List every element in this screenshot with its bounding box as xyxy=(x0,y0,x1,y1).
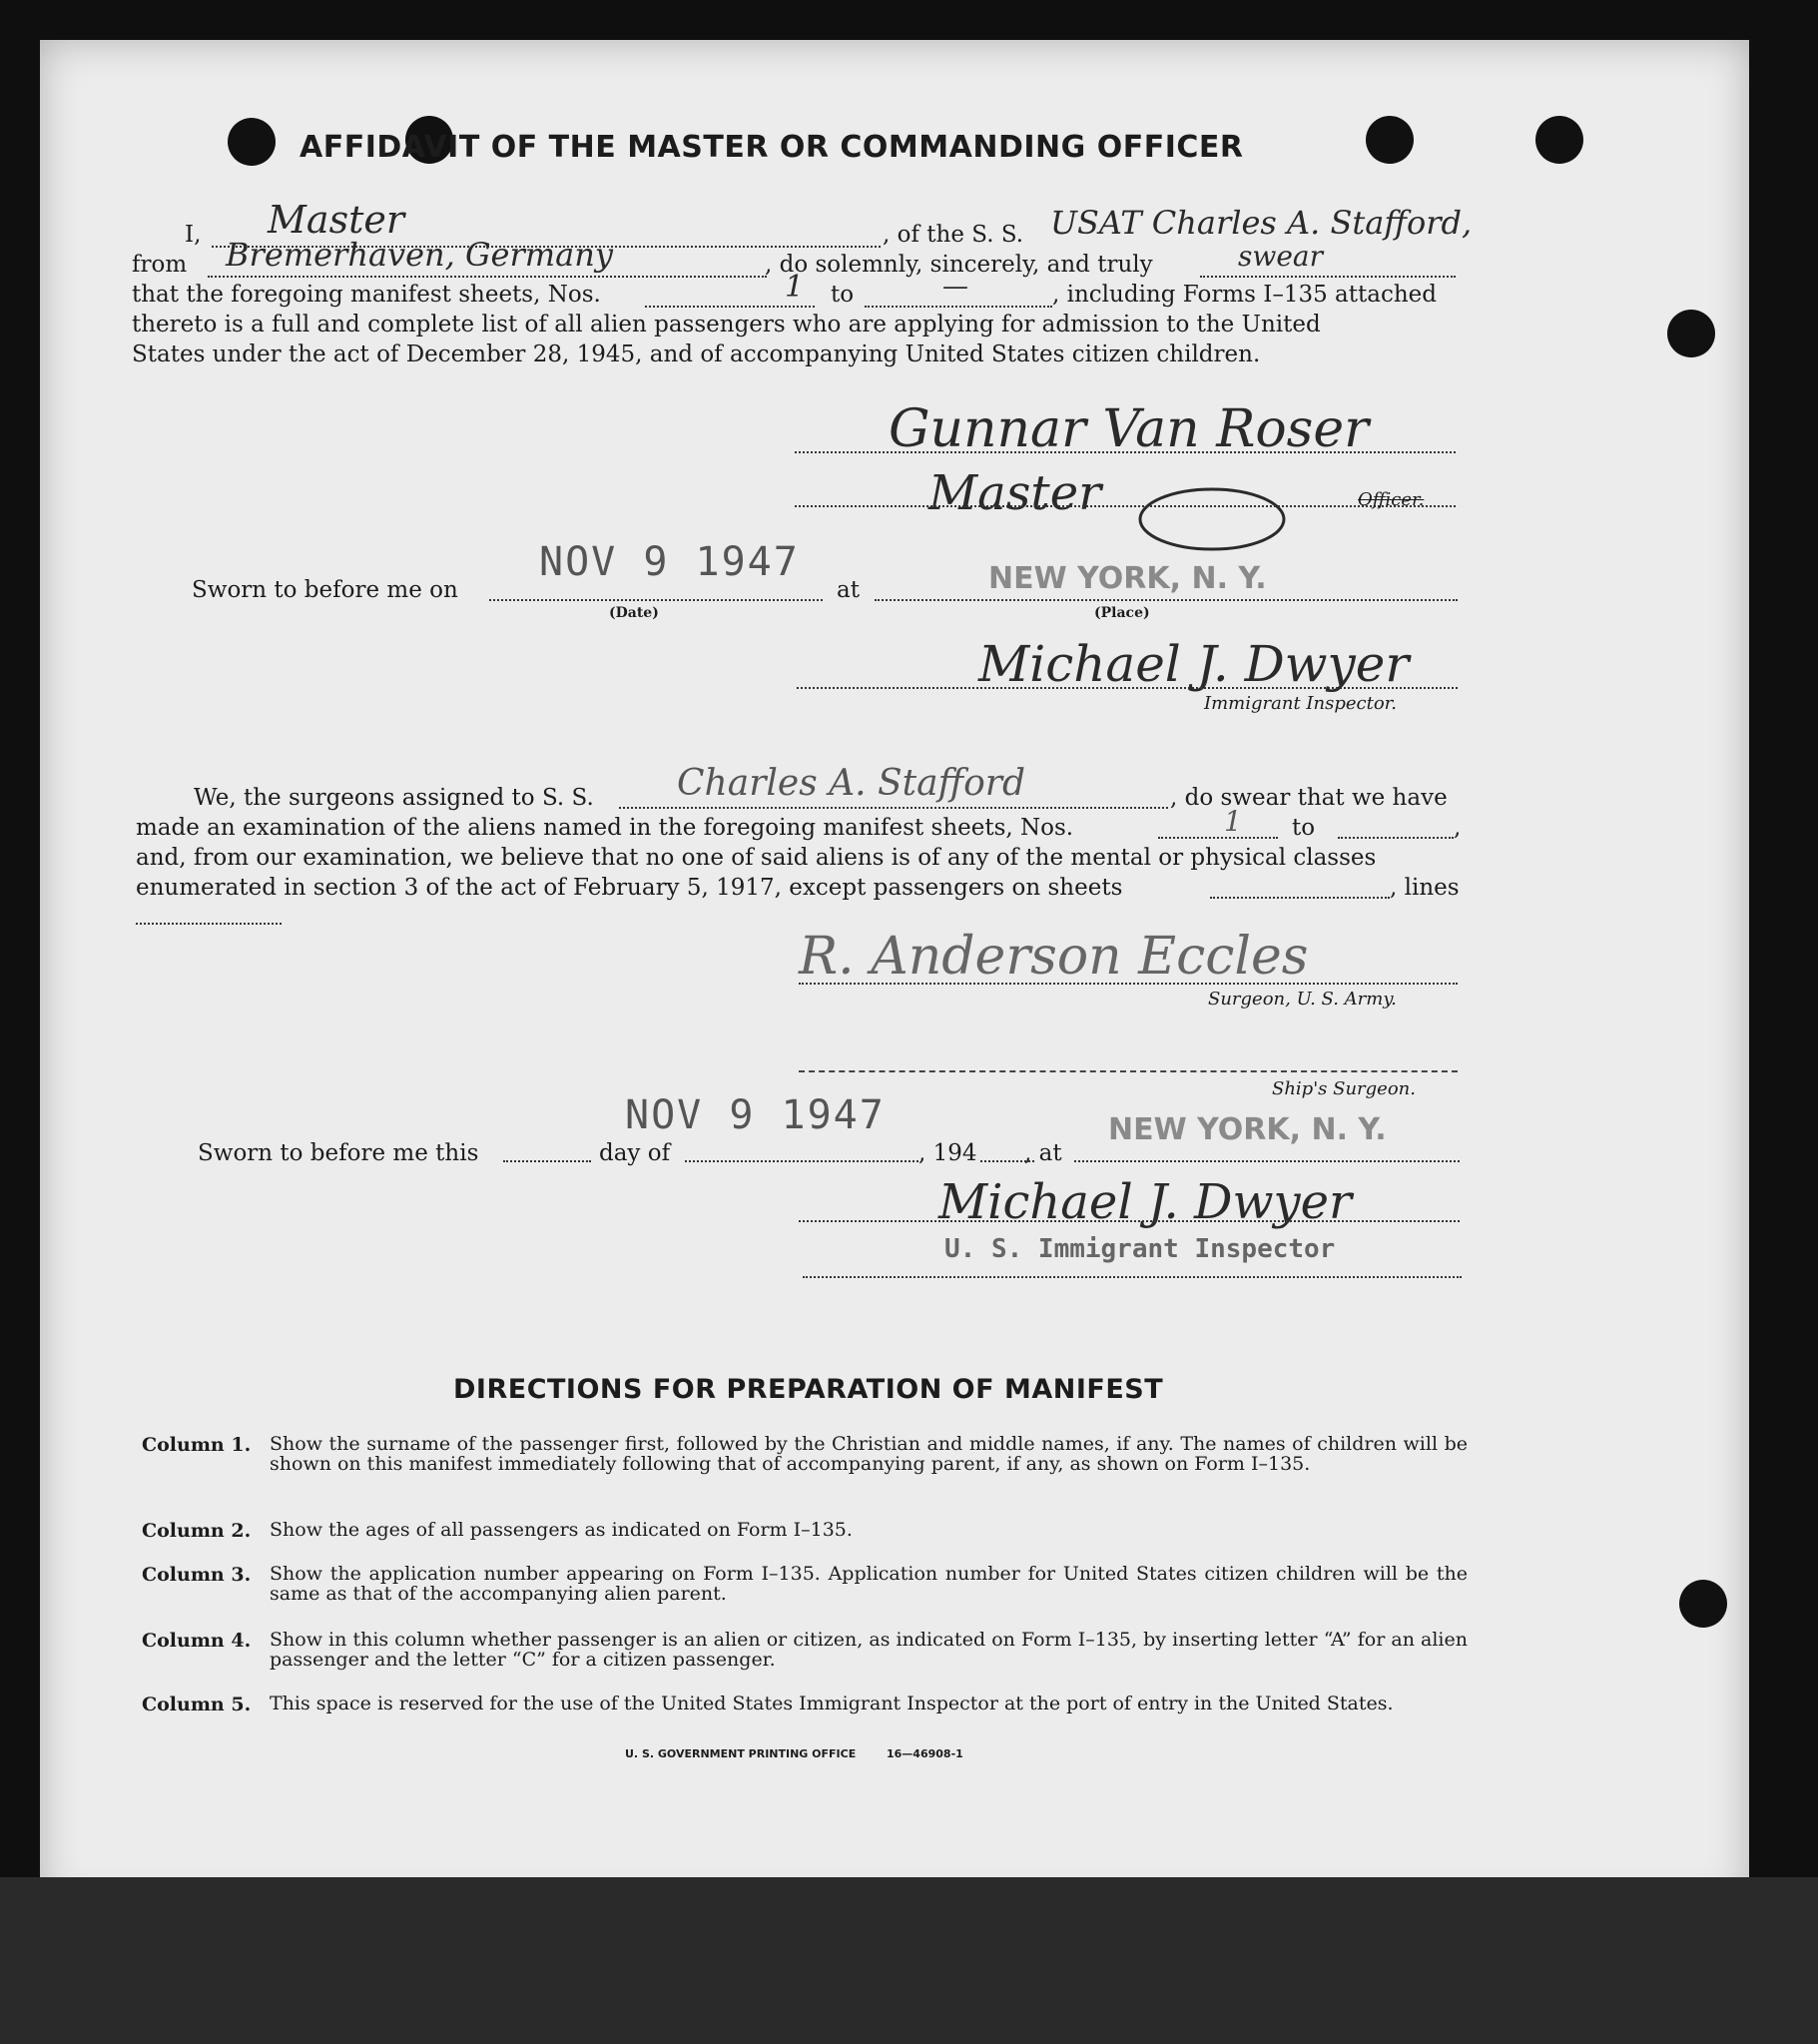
scan-shadow xyxy=(0,1877,1818,2044)
nos-from-handwritten: 1 xyxy=(785,270,805,305)
sworn2-day-of-label: day of xyxy=(599,1140,671,1166)
affidavit-line-5: States under the act of December 28, 1945, and of accompanying United States citizen children. xyxy=(132,341,1261,367)
column-2-label: Column 2. xyxy=(142,1520,252,1542)
date-caption: (Date) xyxy=(609,605,659,621)
ship-surgeon-line xyxy=(799,1070,1458,1072)
master-signature-line xyxy=(795,451,1456,453)
sworn-on-label: Sworn to before me on xyxy=(192,577,458,603)
of-ss-label: , of the S. S. xyxy=(883,222,1024,248)
port-line xyxy=(208,276,767,278)
column-1-text: Show the surname of the passenger first, followed by the Christian and middle names, if any. The names of children will be shown on this manifest immediately following that of accompanying parent, if any, as shown on Form I–135. xyxy=(270,1433,1468,1475)
sworn2-signature-line xyxy=(799,1220,1460,1222)
sworn-date-line xyxy=(489,599,823,601)
sworn2-year-label: , 194 xyxy=(918,1140,977,1166)
column-2-text: Show the ages of all passengers as indicated on Form I–135. xyxy=(270,1519,853,1541)
punch-hole xyxy=(1667,310,1715,357)
officer-caption: Officer. xyxy=(1358,489,1425,510)
surgeons-line-1b: , do swear that we have xyxy=(1170,785,1448,811)
column-4-text: Show in this column whether passenger is an alien or citizen, as indicated on Form I–135, by inserting letter “A” for an alien passenger and the letter “C” for a citizen passenger. xyxy=(270,1629,1468,1671)
lines-line xyxy=(136,923,282,925)
surgeon-caption: Surgeon, U. S. Army. xyxy=(1208,989,1397,1010)
surgeons-line-4b: , lines xyxy=(1390,875,1460,901)
from-label: from xyxy=(132,252,188,278)
port-handwritten: Bremerhaven, Germany xyxy=(226,236,613,274)
surgeons-line-4a: enumerated in section 3 of the act of February 5, 1917, except passengers on sheets xyxy=(136,875,1123,901)
punch-hole xyxy=(1679,1580,1727,1628)
manifest-nos-text: that the foregoing manifest sheets, Nos. xyxy=(132,282,601,308)
at-label: at xyxy=(837,577,860,603)
column-3-text: Show the application number appearing on Form I–135. Application number for United States citizen children will be the same as that of the accompanying alien parent. xyxy=(270,1563,1468,1605)
directions-heading: DIRECTIONS FOR PREPARATION OF MANIFEST xyxy=(453,1374,1164,1405)
punch-hole xyxy=(1535,116,1583,164)
sworn-place-line xyxy=(875,599,1458,601)
officer-title-handwritten: Master xyxy=(268,198,404,242)
sworn2-at-label: , at xyxy=(1024,1140,1062,1166)
forms-text: , including Forms I–135 attached xyxy=(1052,282,1437,308)
officer-line xyxy=(795,505,1456,507)
surgeons-line-2: made an examination of the aliens named in the foregoing manifest sheets, Nos. xyxy=(136,815,1074,841)
form-number: 16—46908-1 xyxy=(887,1747,963,1760)
surgeons-to-label: to xyxy=(1292,815,1316,841)
column-3-label: Column 3. xyxy=(142,1564,252,1586)
nos-to-handwritten: — xyxy=(942,272,968,302)
column-1-label: Column 1. xyxy=(142,1434,252,1456)
page-title: AFFIDAVIT OF THE MASTER OR COMMANDING OFFICER xyxy=(300,130,1244,165)
sworn2-inspector-signature: Michael J. Dwyer xyxy=(938,1174,1352,1230)
sworn2-day-line xyxy=(503,1160,591,1162)
surgeons-line-1a: We, the surgeons assigned to S. S. xyxy=(194,785,594,811)
sworn2-inspector-stamp: U. S. Immigrant Inspector xyxy=(944,1234,1336,1264)
master-signature: Gunnar Van Roser xyxy=(889,399,1369,459)
sworn2-label: Sworn to before me this xyxy=(198,1140,479,1166)
sworn2-place-line xyxy=(1074,1160,1460,1162)
inspector-signature-line xyxy=(797,687,1458,689)
column-5-text: This space is reserved for the use of the United States Immigrant Inspector at the port of entry in the United States. xyxy=(270,1693,1394,1714)
inspector-signature: Michael J. Dwyer xyxy=(978,635,1410,693)
to-label: to xyxy=(831,282,855,308)
master-stamp-oval xyxy=(1132,479,1292,559)
sworn-date-stamp: NOV 9 1947 xyxy=(539,539,800,585)
punch-hole xyxy=(228,118,276,166)
inspector-caption: Immigrant Inspector. xyxy=(1204,693,1398,714)
surgeons-nos-to-line xyxy=(1338,837,1454,839)
surgeons-ship-handwritten: Charles A. Stafford xyxy=(677,763,1026,804)
sheets-line xyxy=(1210,897,1390,899)
surgeon-signature-line xyxy=(799,983,1458,985)
comma: , xyxy=(1454,815,1462,841)
surgeon-signature: R. Anderson Eccles xyxy=(799,927,1309,987)
ship-surgeon-caption: Ship's Surgeon. xyxy=(1272,1078,1416,1099)
surgeons-nos-from-line xyxy=(1158,837,1278,839)
surgeons-ship-line xyxy=(619,807,1168,809)
surgeons-line-3: and, from our examination, we believe that no one of said aliens is of any of the mental or physical classes xyxy=(136,845,1377,871)
surgeons-nos-from-handwritten: 1 xyxy=(1224,805,1242,838)
sworn2-date-stamp: NOV 9 1947 xyxy=(625,1092,886,1138)
swear-handwritten: swear xyxy=(1238,240,1323,273)
i-label: I, xyxy=(185,222,202,248)
nos-to-line xyxy=(865,306,1052,308)
master-title-handwritten: Master xyxy=(928,465,1102,521)
printer-credit: U. S. GOVERNMENT PRINTING OFFICE xyxy=(625,1747,857,1760)
swear-line xyxy=(1200,276,1456,278)
ship-name-handwritten: USAT Charles A. Stafford, xyxy=(1050,204,1473,242)
place-caption: (Place) xyxy=(1094,605,1150,621)
sworn2-bottom-line xyxy=(803,1276,1462,1278)
affidavit-line-4: thereto is a full and complete list of all alien passengers who are applying for admission to the United xyxy=(132,312,1321,338)
solemnly-label: , do solemnly, sincerely, and truly xyxy=(765,252,1153,278)
nos-from-line xyxy=(645,306,815,308)
sworn2-month-line xyxy=(685,1160,918,1162)
sworn2-place-stamp: NEW YORK, N. Y. xyxy=(1108,1112,1387,1147)
column-4-label: Column 4. xyxy=(142,1630,252,1652)
sworn-place-stamp: NEW YORK, N. Y. xyxy=(988,561,1267,596)
column-5-label: Column 5. xyxy=(142,1694,252,1715)
punch-hole xyxy=(1366,116,1414,164)
